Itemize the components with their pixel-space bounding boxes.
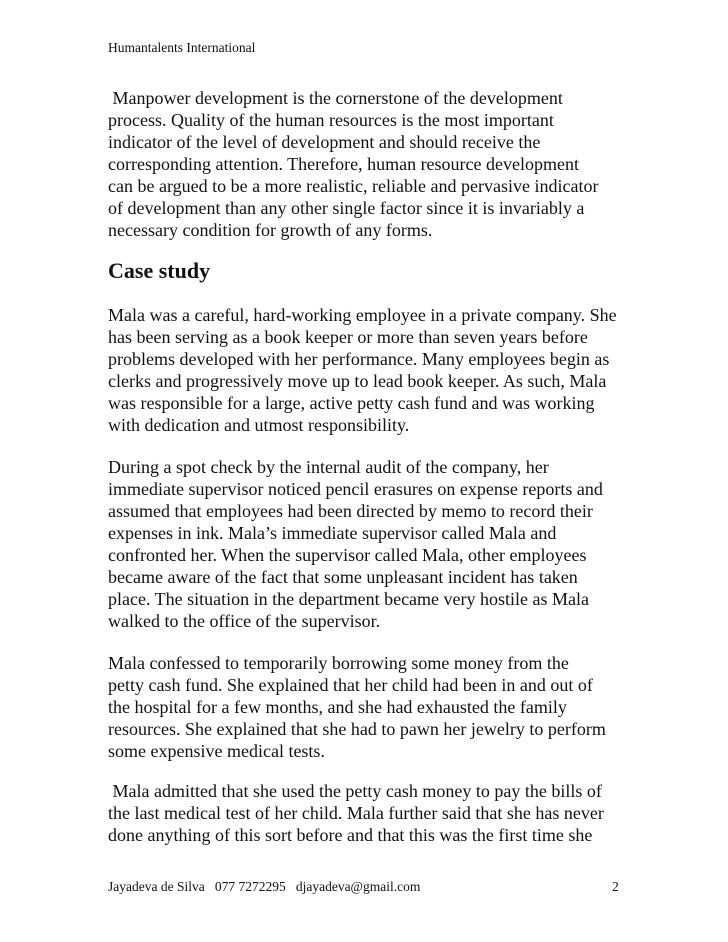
paragraph-line: Mala admitted that she used the petty cash money to pay the bills of [108, 781, 602, 801]
paragraph-line: During a spot check by the internal audit of the company, her [108, 457, 549, 477]
paragraph-line: immediate supervisor noticed pencil erasures on expense reports and [108, 479, 603, 499]
intro-line: necessary condition for growth of any forms. [108, 220, 433, 240]
paragraph-line: some expensive medical tests. [108, 741, 325, 761]
paragraph-line: walked to the office of the supervisor. [108, 611, 381, 631]
paragraph-line: was responsible for a large, active petty cash fund and was working [108, 393, 595, 413]
paragraph-line: place. The situation in the department became very hostile as Mala [108, 589, 589, 609]
paragraph-line: with dedication and utmost responsibility. [108, 415, 410, 435]
paragraph-line: problems developed with her performance. Many employees begin as [108, 349, 610, 369]
intro-line: process. Quality of the human resources is the most important [108, 110, 554, 130]
intro-line: corresponding attention. Therefore, human resource development [108, 154, 579, 174]
paragraph-line: the last medical test of her child. Mala further said that she has never [108, 803, 604, 823]
section-heading: Case study [108, 258, 211, 283]
paragraph-line: clerks and progressively move up to lead book keeper. As such, Mala [108, 371, 607, 391]
paragraph-line: Mala confessed to temporarily borrowing some money from the [108, 653, 569, 673]
intro-line: can be argued to be a more realistic, reliable and pervasive indicator [108, 176, 599, 196]
intro-line: of development than any other single factor since it is invariably a [108, 198, 585, 218]
paragraph-line: resources. She explained that she had to pawn her jewelry to perform [108, 719, 606, 739]
paragraph-line: assumed that employees had been directed by memo to record their [108, 501, 593, 521]
paragraph-line: has been serving as a book keeper or more than seven years before [108, 327, 588, 347]
running-header: Humantalents International [108, 40, 256, 55]
paragraph-line: confronted her. When the supervisor called Mala, other employees [108, 545, 587, 565]
paragraph-line: became aware of the fact that some unpleasant incident has taken [108, 567, 578, 587]
paragraph-line: done anything of this sort before and that this was the first time she [108, 825, 593, 845]
paragraph-line: Mala was a careful, hard-working employee in a private company. She [108, 305, 617, 325]
paragraph-line: petty cash fund. She explained that her child had been in and out of [108, 675, 593, 695]
intro-line: Manpower development is the cornerstone of the development [108, 88, 563, 108]
intro-line: indicator of the level of development and should receive the [108, 132, 541, 152]
paragraph-line: the hospital for a few months, and she had exhausted the family [108, 697, 567, 717]
running-footer: Jayadeva de Silva 077 7272295 djayadeva@gmail.com [108, 879, 421, 894]
page-number: 2 [612, 879, 619, 894]
paragraph-line: expenses in ink. Mala’s immediate supervisor called Mala and [108, 523, 557, 543]
